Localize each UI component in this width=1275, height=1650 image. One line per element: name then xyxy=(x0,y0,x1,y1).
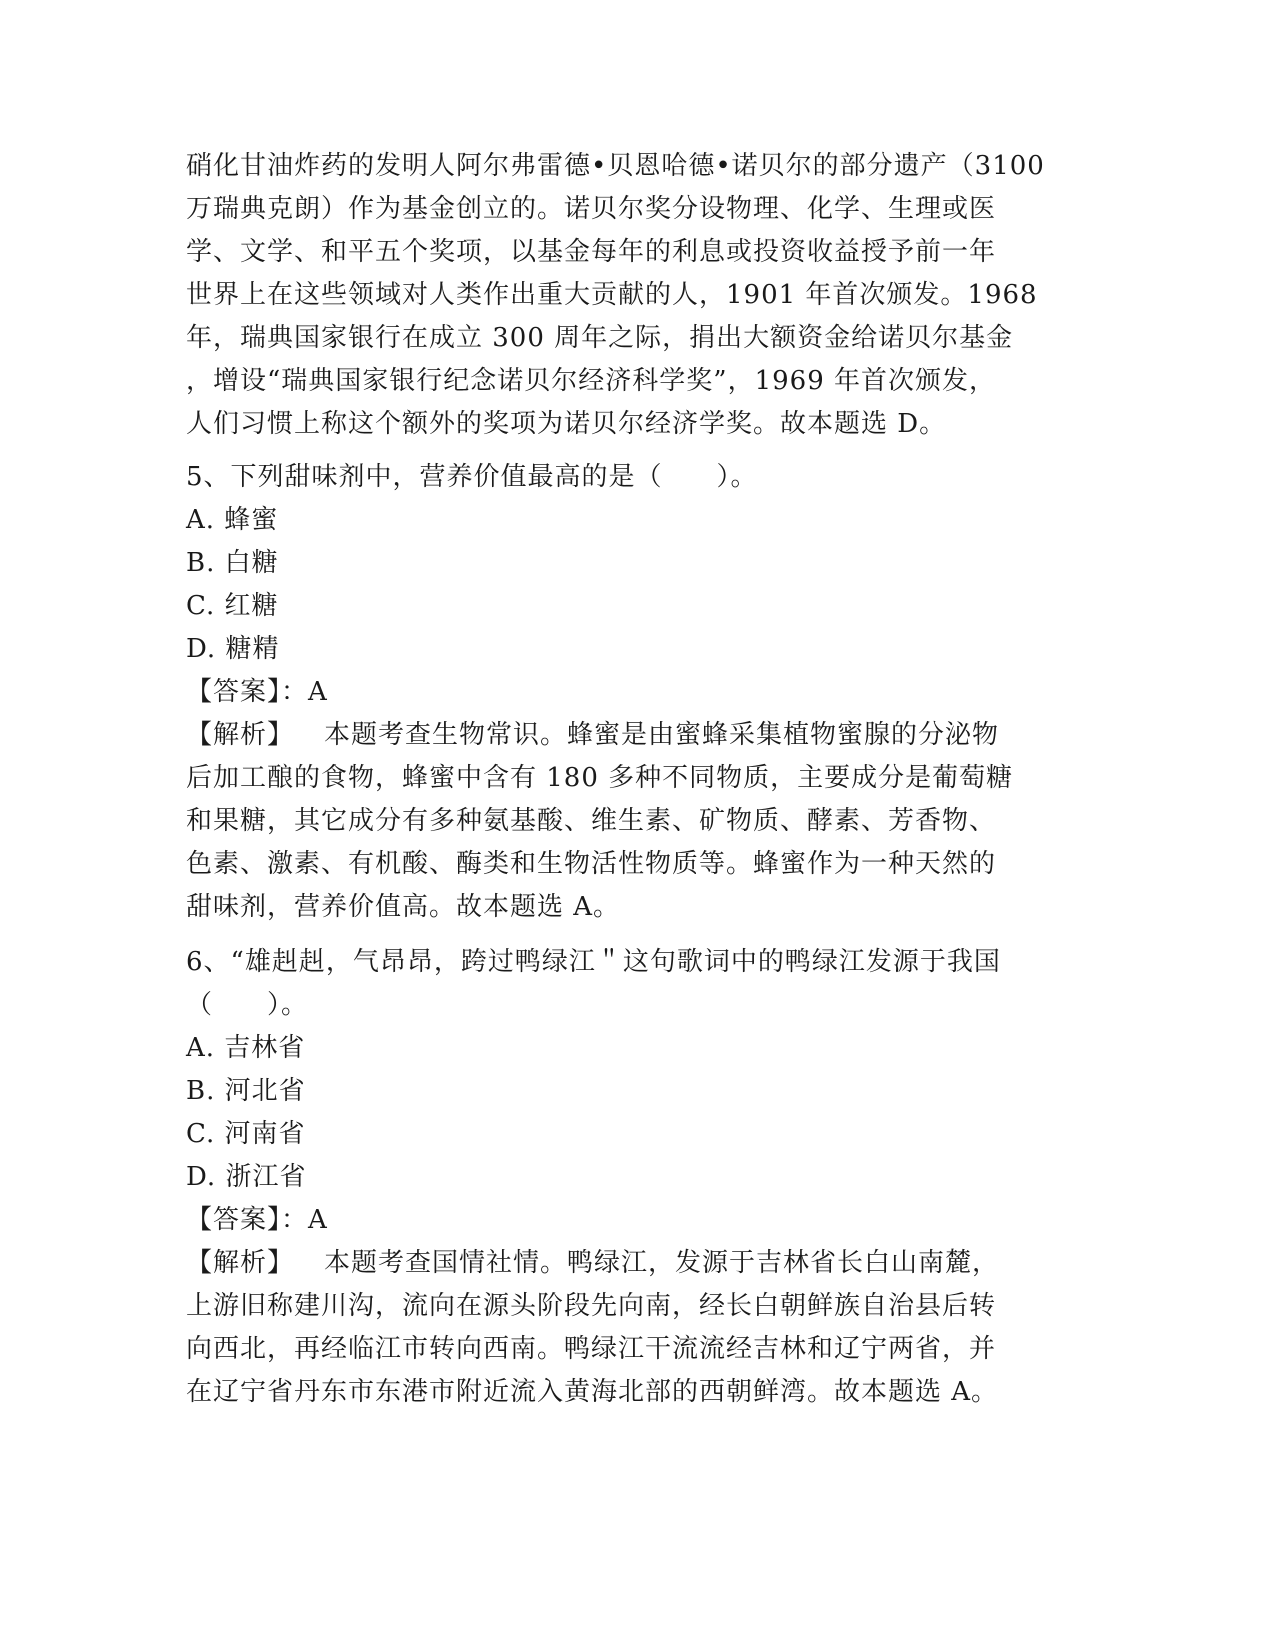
text-line: 世界上在这些领域对人类作出重大贡献的人，1901 年首次颁发。1968 xyxy=(186,280,1038,310)
text-line: 学、文学、和平五个奖项，以基金每年的利息或投资收益授予前一年 xyxy=(186,237,997,267)
question-5 xyxy=(186,456,1086,929)
analysis-line: 和果糖，其它成分有多种氨基酸、维生素、矿物质、酵素、芳香物、 xyxy=(186,806,997,836)
analysis-line: 甜味剂，营养价值高。故本题选 A。 xyxy=(186,892,621,922)
answer-line: 【答案】：A xyxy=(186,677,328,707)
intro-explanation xyxy=(186,145,1086,446)
option-b: B. 白糖 xyxy=(186,548,279,578)
document-page xyxy=(186,145,1086,1414)
question-text: 5、下列甜味剂中，营养价值最高的是（ ）。 xyxy=(186,462,758,492)
option-d: D. 浙江省 xyxy=(186,1162,307,1192)
analysis-line: 在辽宁省丹东市东港市附近流入黄海北部的西朝鲜湾。故本题选 A。 xyxy=(186,1377,999,1407)
option-b: B. 河北省 xyxy=(186,1076,306,1106)
text-line: 人们习惯上称这个额外的奖项为诺贝尔经济学奖。故本题选 D。 xyxy=(186,409,947,439)
option-d: D. 糖精 xyxy=(186,634,280,664)
analysis-first-line xyxy=(186,1242,1086,1285)
analysis-label: 【解析】 xyxy=(186,1248,295,1278)
option-c: C. 红糖 xyxy=(186,591,279,621)
question-text: 6、“雄赳赳，气昂昂，跨过鸭绿江＂这句歌词中的鸭绿江发源于我国 xyxy=(186,947,1001,977)
question-text-continued: （ ）。 xyxy=(186,990,309,1020)
text-line: 年，瑞典国家银行在成立 300 周年之际，捐出大额资金给诺贝尔基金 xyxy=(186,323,1014,353)
analysis-label: 【解析】 xyxy=(186,720,295,750)
analysis-line: 后加工酿的食物，蜂蜜中含有 180 多种不同物质，主要成分是葡萄糖 xyxy=(186,763,1014,793)
analysis-line: 上游旧称建川沟，流向在源头阶段先向南，经长白朝鲜族自治县后转 xyxy=(186,1291,997,1321)
analysis-text: 本题考查生物常识。蜂蜜是由蜜蜂采集植物蜜腺的分泌物 xyxy=(324,720,1000,750)
option-c: C. 河南省 xyxy=(186,1119,306,1149)
analysis-line: 向西北，再经临江市转向西南。鸭绿江干流流经吉林和辽宁两省，并 xyxy=(186,1334,997,1364)
question-6 xyxy=(186,941,1086,1414)
analysis-first-line xyxy=(186,714,1086,757)
option-a: A. 蜂蜜 xyxy=(186,505,279,535)
text-line: ，增设“瑞典国家银行纪念诺贝尔经济科学奖”，1969 年首次颁发， xyxy=(186,366,997,396)
analysis-text: 本题考查国情社情。鸭绿江，发源于吉林省长白山南麓， xyxy=(324,1248,1000,1278)
answer-line: 【答案】：A xyxy=(186,1205,328,1235)
text-line: 万瑞典克朗）作为基金创立的。诺贝尔奖分设物理、化学、生理或医 xyxy=(186,194,997,224)
text-line: 硝化甘油炸药的发明人阿尔弗雷德•贝恩哈德•诺贝尔的部分遗产（3100 xyxy=(186,151,1045,181)
analysis-line: 色素、激素、有机酸、酶类和生物活性物质等。蜂蜜作为一种天然的 xyxy=(186,849,997,879)
option-a: A. 吉林省 xyxy=(186,1033,306,1063)
